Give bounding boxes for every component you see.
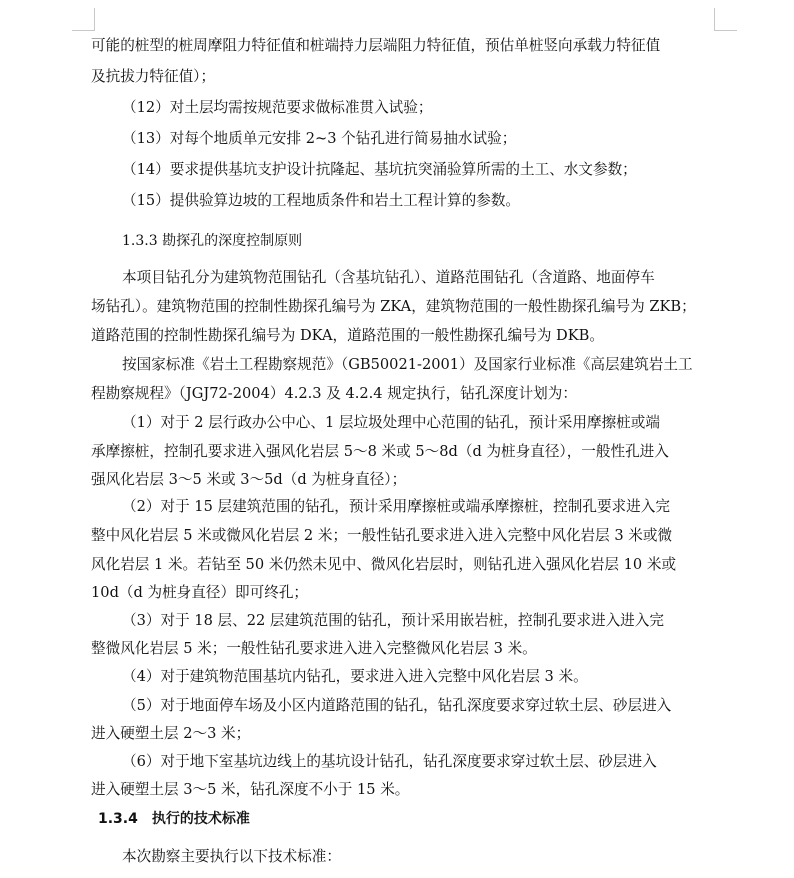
paragraph-line: 10d（d 为桩身直径）即可终孔；: [91, 584, 309, 601]
list-item-1: （1）对于 2 层行政办公中心、1 层垃圾处理中心范围的钻孔，预计采用摩擦桩或端: [122, 414, 660, 431]
paragraph-line: 可能的桩型的桩周摩阻力特征值和桩端持力层端阻力特征值，预估单桩竖向承载力特征值: [91, 37, 661, 54]
paragraph-line: 按国家标准《岩土工程勘察规范》（GB50021-2001）及国家行业标准《高层建筑岩土工: [122, 356, 693, 373]
paragraph-line: 场钻孔）。建筑物范围的控制性勘探孔编号为 ZKA，建筑物范围的一般性勘探孔编号为 ZKB；: [91, 298, 696, 315]
margin-corner-mark-top-right: [714, 8, 737, 31]
paragraph-line: 风化岩层 1 米。若钻至 50 米仍然未见中、微风化岩层时，则钻孔进入强风化岩层 10 米或: [91, 556, 677, 573]
paragraph-line: 道路范围的控制性勘探孔编号为 DKA，道路范围的一般性勘探孔编号为 DKB。: [91, 327, 604, 344]
list-item-3: （3）对于 18 层、22 层建筑范围的钻孔，预计采用嵌岩桩，控制孔要求进入进入完: [122, 612, 664, 629]
paragraph-line: 强风化岩层 3～5 米或 3～5d（d 为桩身直径）；: [91, 471, 407, 488]
list-item-2: （2）对于 15 层建筑范围的钻孔，预计采用摩擦桩或端承摩擦桩，控制孔要求进入完: [122, 498, 670, 515]
paragraph-line: 本次勘察主要执行以下技术标准：: [122, 848, 341, 865]
margin-corner-mark-top-left: [72, 8, 95, 31]
paragraph-line: 整微风化岩层 5 米；一般性钻孔要求进入进入完整微风化岩层 3 米。: [91, 640, 537, 657]
paragraph-line: 程勘察规程》（JGJ72-2004）4.2.3 及 4.2.4 规定执行，钻孔深度计划为：: [91, 385, 577, 402]
paragraph-line: 承摩擦桩，控制孔要求进入强风化岩层 5～8 米或 5～8d（d 为桩身直径），一般性孔进入: [91, 443, 669, 460]
paragraph-line: 本项目钻孔分为建筑物范围钻孔（含基坑钻孔）、道路范围钻孔（含道路、地面停车: [122, 269, 655, 286]
section-heading-1-3-4: 1.3.4 执行的技术标准: [98, 811, 250, 827]
paragraph-line: 进入硬塑土层 3～5 米，钻孔深度不小于 15 米。: [91, 781, 410, 798]
list-item-15: （15）提供验算边坡的工程地质条件和岩土工程计算的参数。: [122, 192, 521, 209]
list-item-14: （14）要求提供基坑支护设计抗隆起、基坑抗突涌验算所需的土工、水文参数；: [122, 161, 637, 178]
list-item-4: （4）对于建筑物范围基坑内钻孔，要求进入进入完整中风化岩层 3 米。: [122, 668, 588, 685]
paragraph-line: 整中风化岩层 5 米或微风化岩层 2 米；一般性钻孔要求进入进入完整中风化岩层 3 米或微: [91, 527, 673, 544]
list-item-13: （13）对每个地质单元安排 2~3 个钻孔进行简易抽水试验；: [122, 130, 517, 147]
section-heading-1-3-3: 1.3.3 勘探孔的深度控制原则: [122, 233, 303, 249]
list-item-6: （6）对于地下室基坑边线上的基坑设计钻孔，钻孔深度要求穿过软土层、砂层进入: [122, 753, 657, 770]
list-item-12: （12）对土层均需按规范要求做标准贯入试验；: [122, 99, 433, 116]
list-item-5: （5）对于地面停车场及小区内道路范围的钻孔，钻孔深度要求穿过软土层、砂层进入: [122, 697, 672, 714]
paragraph-line: 进入硬塑土层 2～3 米；: [91, 725, 251, 742]
paragraph-line: 及抗拔力特征值）；: [91, 68, 216, 85]
